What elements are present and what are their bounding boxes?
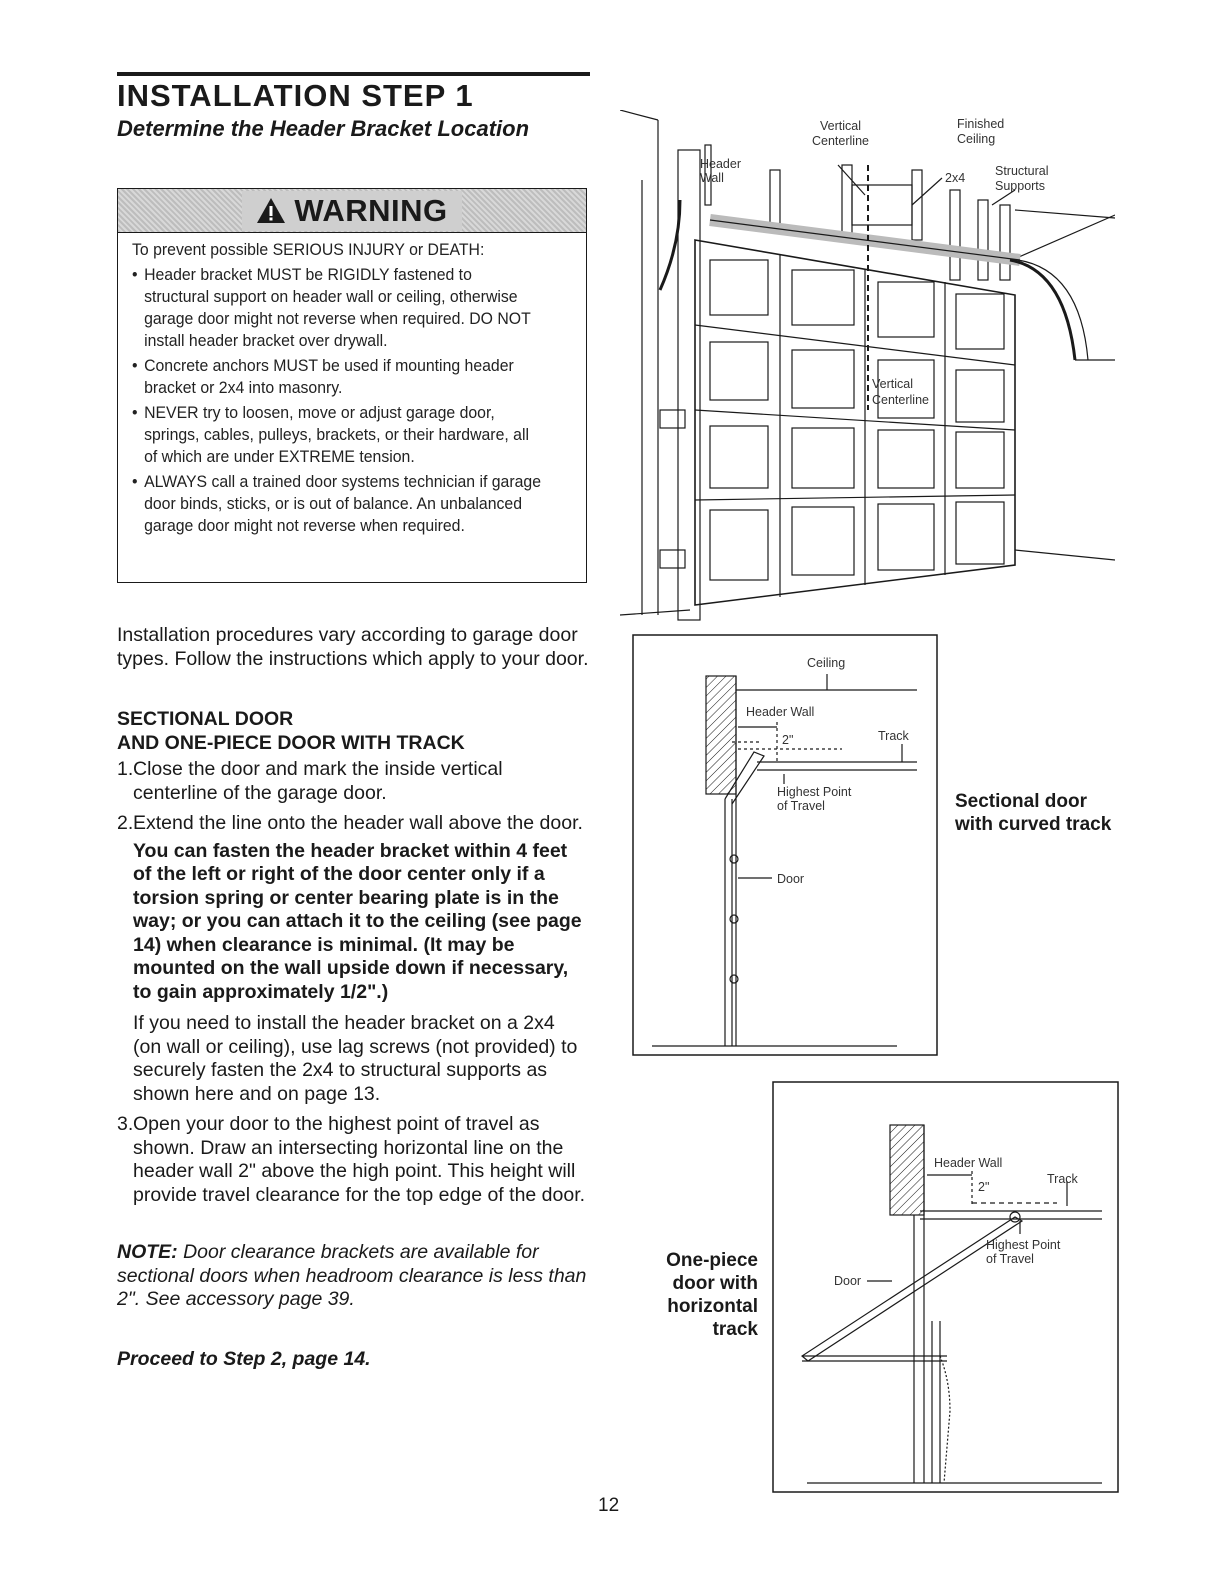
label-track: Track xyxy=(1047,1172,1078,1186)
horizontal-track-diagram xyxy=(772,1081,1119,1493)
label-2-inch: 2" xyxy=(978,1180,990,1194)
curved-track-caption: Sectional door with curved track xyxy=(955,791,1112,835)
warning-box xyxy=(117,188,587,583)
garage-door-illustration xyxy=(620,110,1115,622)
note-text: Door clearance brackets are available for sectional doors when headroom clearance is less than 2". See accessory page 39. xyxy=(117,1241,587,1310)
warning-body xyxy=(132,239,541,540)
step-item xyxy=(117,1113,587,1207)
label-of-travel: of Travel xyxy=(986,1252,1034,1266)
note-paragraph xyxy=(117,1241,587,1312)
title-rule xyxy=(117,72,590,76)
warning-label: WARNING xyxy=(294,192,448,228)
warning-item: • NEVER try to loosen, move or adjust garage door, springs, cables, pulleys, brackets, or their hardware, all of which are under EXTREME tension. xyxy=(132,402,541,468)
step-text: Close the door and mark the inside vertical centerline of the garage door. xyxy=(133,758,503,804)
label-vertical-centerline: Vertical xyxy=(820,119,861,133)
step-number: 1. xyxy=(117,758,134,780)
label-structural-supports-2: Supports xyxy=(995,179,1046,193)
page-number: 12 xyxy=(598,1495,620,1516)
curved-track-diagram xyxy=(632,634,938,1056)
label-header-wall: Header xyxy=(700,157,741,171)
label-door: Door xyxy=(834,1274,862,1288)
proceed-link-text: Proceed to Step 2, page 14. xyxy=(117,1348,371,1370)
label-vertical-centerline-2: Centerline xyxy=(812,134,869,148)
section-heading-line: SECTIONAL DOOR xyxy=(117,708,294,730)
label-finished-ceiling-2: Ceiling xyxy=(957,132,996,146)
section-heading-line: AND ONE-PIECE DOOR WITH TRACK xyxy=(117,731,465,754)
page-subtitle: Determine the Header Bracket Location xyxy=(117,116,530,141)
intro-paragraph: Installation procedures vary according to garage door types. Follow the instructions which apply to your door. xyxy=(117,624,589,670)
note-label: NOTE: xyxy=(117,1241,178,1263)
label-inner-vertical: Vertical xyxy=(872,377,913,391)
horizontal-track-caption: One-piece door with horizontal track xyxy=(666,1250,758,1340)
label-header-wall: Header Wall xyxy=(934,1156,1003,1170)
label-header-wall-2: Wall xyxy=(700,171,724,185)
steps-list xyxy=(117,758,587,1214)
step-extra-text: If you need to install the header bracket on a 2x4 (on wall or ceiling), use lag screws (not provided) to securely fasten the 2x4 to structural supports as shown here and on page 13. xyxy=(133,1012,578,1105)
label-track: Track xyxy=(878,729,909,743)
section-heading xyxy=(117,708,587,755)
label-2-inch: 2" xyxy=(782,733,794,747)
label-highest-point: Highest Point xyxy=(986,1238,1061,1252)
label-of-travel: of Travel xyxy=(777,799,825,813)
label-structural-supports: Structural xyxy=(995,164,1049,178)
label-finished-ceiling: Finished xyxy=(957,117,1005,131)
label-inner-centerline: Centerline xyxy=(872,393,929,407)
step-number: 3. xyxy=(117,1113,134,1135)
warning-item: • Header bracket MUST be RIGIDLY fastened to structural support on header wall or ceiling, otherwise garage door might not reverse when required. DO NOT install header bracket over drywall. xyxy=(132,264,541,352)
step-item xyxy=(117,758,587,805)
warning-intro: To prevent possible SERIOUS INJURY or DEATH: xyxy=(132,240,485,259)
warning-header xyxy=(118,189,586,233)
step-bold-note: You can fasten the header bracket within 4 feet of the left or right of the door center only if a torsion spring or center bearing plate is in the way; or you can attach it to the ceiling (see page 14) when clearance is minimal. (It may be mounted on the wall upside down if necessary, to gain approximately 1/2".) xyxy=(133,839,582,1003)
warning-item: • Concrete anchors MUST be used if mounting header bracket or 2x4 into masonry. xyxy=(132,355,541,399)
label-highest-point: Highest Point xyxy=(777,785,852,799)
step-number: 2. xyxy=(117,812,134,834)
page-title: INSTALLATION STEP 1 xyxy=(117,78,474,113)
label-2x4: 2x4 xyxy=(945,171,966,185)
warning-triangle-icon xyxy=(256,197,286,224)
warning-item: • ALWAYS call a trained door systems technician if garage door binds, sticks, or is out of balance. An unbalanced garage door might not reverse when required. xyxy=(132,471,541,537)
label-ceiling: Ceiling xyxy=(807,656,846,670)
label-door: Door xyxy=(777,872,805,886)
step-text: Open your door to the highest point of travel as shown. Draw an intersecting horizontal line on the header wall 2" above the high point. This height will provide travel clearance for the top edge of the door. xyxy=(133,1113,586,1206)
step-item xyxy=(117,812,587,1106)
step-text: Extend the line onto the header wall above the door. xyxy=(133,812,583,834)
label-header-wall: Header Wall xyxy=(746,705,815,719)
